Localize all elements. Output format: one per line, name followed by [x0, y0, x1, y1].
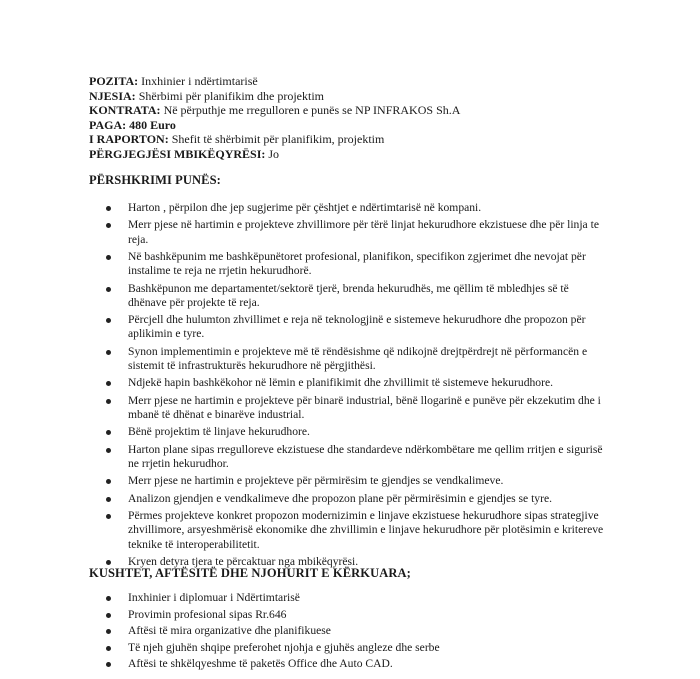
list-item	[0, 425, 700, 439]
bullet-icon	[106, 430, 111, 435]
bullet-icon	[106, 318, 111, 323]
list-item-text: Në bashkëpunim me bashkëpunëtoret profesional, planifikon, specifikon zgjerimet dhe nevojat për instalime te reja ne rrjetin hekurudhorë.	[128, 249, 586, 278]
list-item-text: Përmes projekteve konkret propozon modernizimin e linjave ekzistuese hekurudhore sipas strategjive zhvillimore, arsyeshmërisë ekonomike dhe zhvillimin e linjave hekurudhore për plotësimin e kritereve teknike të interoperabilitetit.	[128, 509, 604, 551]
bullet-icon	[106, 287, 111, 292]
list-item	[0, 641, 700, 655]
list-item	[0, 509, 700, 552]
job-description-list	[0, 201, 700, 572]
meta-row-supervisory	[89, 147, 460, 162]
meta-row-position	[89, 74, 460, 89]
list-item-text: Kryen detyra tjera te përcaktuar nga mbikëqyrësi.	[128, 554, 359, 568]
meta-label: PËRGJEGJËSI MBIKËQYRËSI:	[89, 146, 266, 161]
list-item-text: Bashkëpunon me departamentet/sektorë tjerë, brenda hekurudhës, me qëllim të mbledhjes së të dhënave për projekte të reja.	[128, 281, 569, 309]
meta-label: KONTRATA:	[89, 103, 161, 118]
list-item	[0, 313, 700, 341]
bullet-icon	[106, 381, 111, 386]
bullet-icon	[106, 350, 111, 355]
meta-value: Shefit të shërbimit për planifikim, projektim	[168, 132, 385, 147]
bullet-icon	[106, 448, 111, 453]
bullet-icon	[106, 514, 111, 519]
list-item	[0, 492, 700, 506]
list-item-text: Analizon gjendjen e vendkalimeve dhe propozon plane për përmirësimin e gjendjes se tyre.	[128, 491, 552, 505]
list-item	[0, 345, 700, 373]
bullet-icon	[106, 662, 111, 667]
bullet-icon	[106, 497, 111, 502]
list-item-text: Të njeh gjuhën shqipe preferohet njohja e gjuhës angleze dhe serbe	[128, 640, 440, 654]
bullet-icon	[106, 596, 111, 601]
bullet-icon	[106, 399, 111, 404]
section-heading-requirements: KUSHTET, AFTËSITË DHE NJOHURIT E KËRKUARA;	[89, 566, 411, 580]
list-item-text: Merr pjese ne hartimin e projekteve për përmirësim te gjendjes se vendkalimeve.	[128, 474, 504, 488]
list-item	[0, 474, 700, 488]
meta-value: Shërbimi për planifikim dhe projektim	[135, 88, 324, 103]
bullet-icon	[106, 646, 111, 651]
list-item-text: Merr pjese në hartimin e projekteve zhvillimore për tërë linjat hekurudhore ekzistuese dhe për linja te reja.	[128, 218, 599, 246]
list-item	[0, 201, 700, 215]
list-item	[0, 624, 700, 638]
meta-value: Në përputhje me rregulloren e punës se NP INFRAKOS Sh.A	[160, 103, 461, 118]
list-item-text: Provimin profesional sipas Rr.646	[128, 607, 287, 621]
list-item-text: Ndjekë hapin bashkëkohor në lëmin e planifikimit dhe zhvillimit të sistemeve hekurudhore.	[128, 376, 553, 390]
meta-value: Inxhinier i ndërtimtarisë	[138, 74, 258, 88]
list-item-text: Harton plane sipas rregulloreve ekzistuese dhe standardeve ndërkombëtare me qellim rritjen e sigurisë ne rrjetin hekurudhor.	[128, 442, 603, 470]
list-item-text: Aftësi te shkëlqyeshme të paketës Office dhe Auto CAD.	[128, 657, 393, 671]
meta-row-reports-to	[89, 132, 460, 147]
requirements-list	[0, 591, 700, 674]
meta-row-unit	[89, 89, 460, 104]
meta-label: PAGA:	[89, 117, 127, 132]
meta-value: 480 Euro	[126, 117, 176, 132]
list-item	[0, 608, 700, 622]
bullet-icon	[106, 629, 111, 634]
meta-label: NJESIA:	[89, 88, 136, 103]
meta-row-contract	[89, 103, 460, 118]
bullet-icon	[106, 206, 111, 211]
job-meta-block	[89, 74, 460, 162]
list-item	[0, 218, 700, 246]
section-heading-job-description: PËRSHKRIMI PUNËS:	[89, 173, 221, 187]
bullet-icon	[106, 479, 111, 484]
meta-row-salary	[89, 118, 460, 133]
meta-value: Jo	[265, 146, 280, 161]
bullet-icon	[106, 255, 111, 260]
list-item	[0, 394, 700, 422]
list-item-text: Inxhinier i diplomuar i Ndërtimtarisë	[128, 591, 300, 604]
list-item-text: Bënë projektim të linjave hekurudhore.	[128, 425, 310, 439]
bullet-icon	[106, 223, 111, 228]
bullet-icon	[106, 560, 111, 565]
list-item	[0, 250, 700, 278]
meta-label: I RAPORTON:	[89, 132, 169, 147]
list-item	[0, 591, 700, 605]
list-item-text: Harton , përpilon dhe jep sugjerime për çështjet e ndërtimtarisë në kompani.	[128, 201, 482, 214]
list-item	[0, 282, 700, 310]
list-item-text: Synon implementimin e projekteve më të rëndësishme që ndikojnë drejtpërdrejt në përformancën e sistemit të infrastrukturës hekurudhore në përgjithësi.	[128, 344, 588, 372]
bullet-icon	[106, 613, 111, 618]
list-item	[0, 376, 700, 390]
meta-label: POZITA:	[89, 74, 139, 88]
list-item	[0, 443, 700, 471]
list-item-text: Aftësi të mira organizative dhe planifikuese	[128, 624, 331, 638]
list-item-text: Merr pjese ne hartimin e projekteve për binarë industrial, bënë llogarinë e punëve për ekzekutim dhe i mbanë të dhënat e binarëve industrial.	[128, 393, 601, 421]
list-item-text: Përcjell dhe hulumton zhvillimet e reja në teknologjinë e sistemeve hekurudhore dhe propozon për aplikimin e tyre.	[128, 313, 586, 341]
list-item	[0, 657, 700, 671]
